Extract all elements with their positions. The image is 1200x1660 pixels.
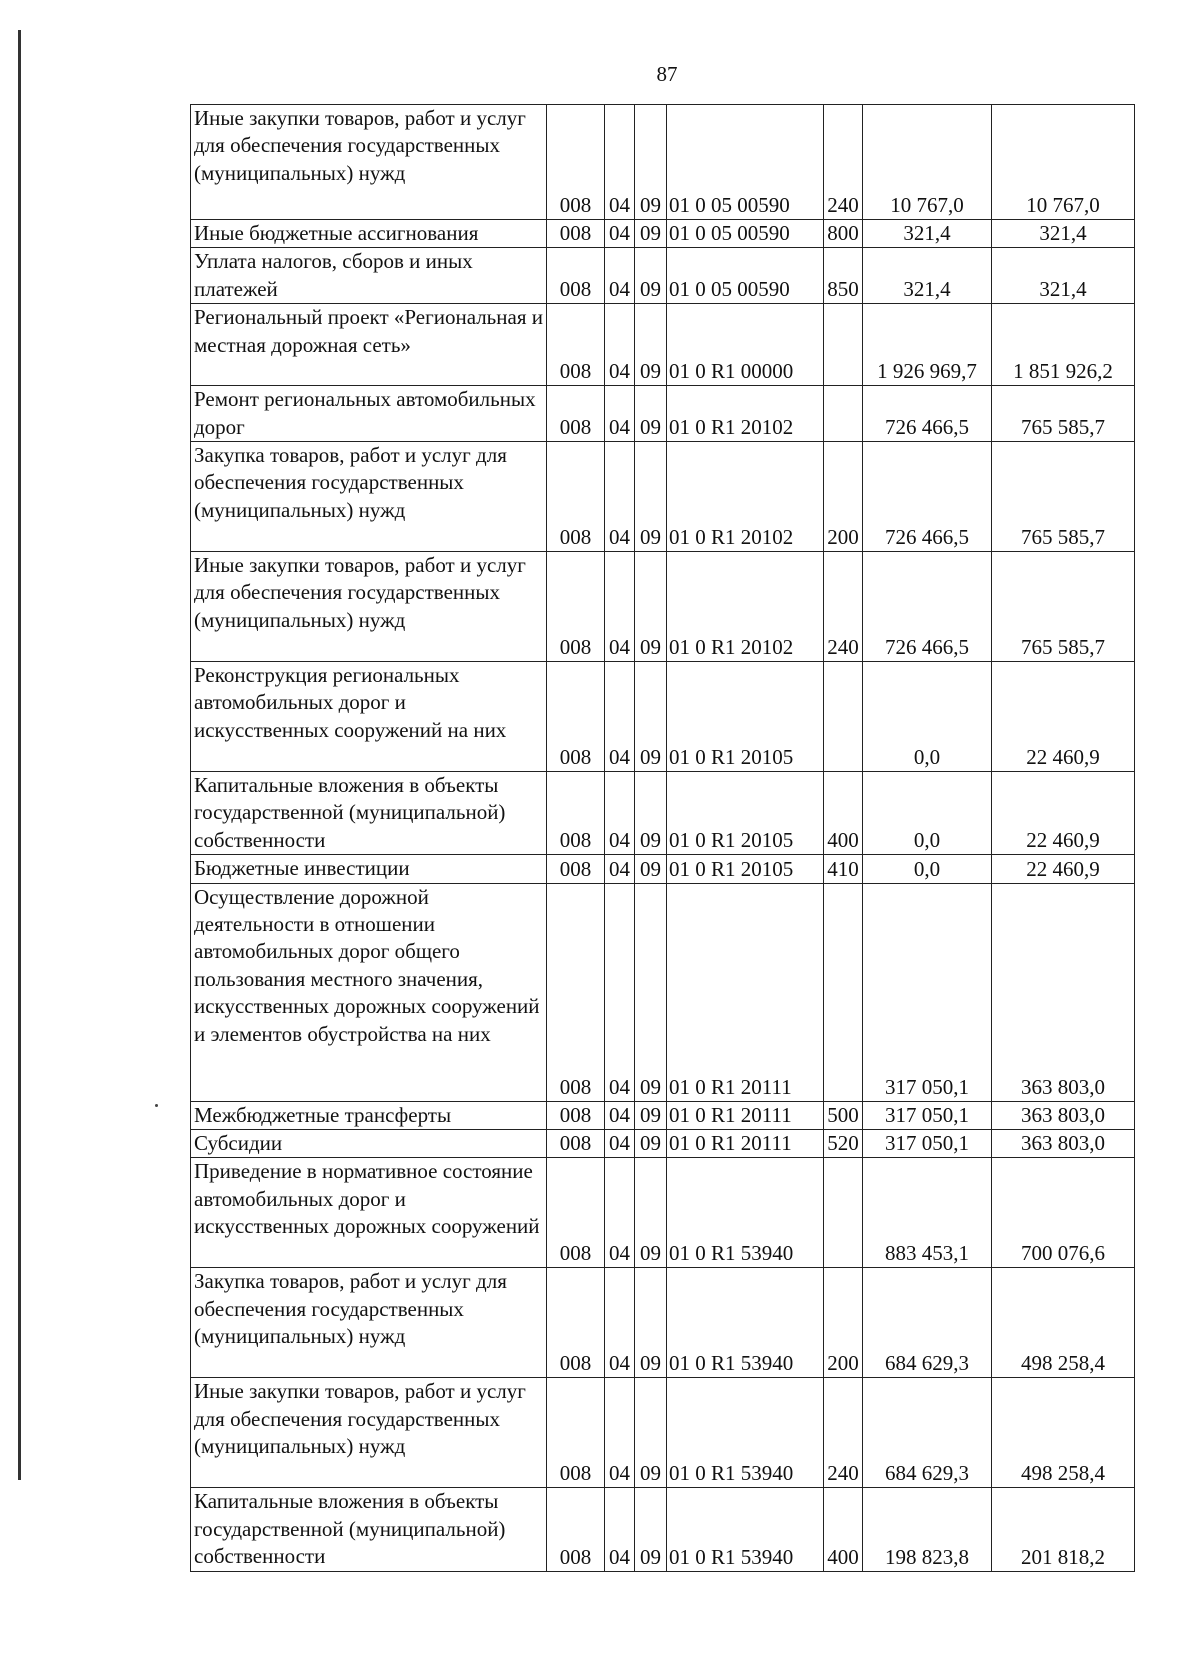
subsection-code: 09 xyxy=(635,855,667,883)
scan-margin-line xyxy=(18,30,21,1480)
budget-table xyxy=(190,104,1135,1572)
subsection-code: 09 xyxy=(635,662,667,772)
row-name: Иные закупки товаров, работ и услуг для обеспечения государственных (муниципальных) нужд xyxy=(191,105,547,220)
subsection-code: 09 xyxy=(635,105,667,220)
subsection-code: 09 xyxy=(635,1268,667,1378)
amount-year-1: 684 629,3 xyxy=(863,1378,992,1488)
subsection-code: 09 xyxy=(635,883,667,1101)
ved-code: 008 xyxy=(547,1130,605,1158)
subsection-code: 09 xyxy=(635,1130,667,1158)
expense-type-code: 400 xyxy=(824,772,863,855)
ved-code: 008 xyxy=(547,1268,605,1378)
target-article-code: 01 0 R1 20105 xyxy=(667,662,824,772)
amount-year-2: 22 460,9 xyxy=(992,662,1135,772)
table-row xyxy=(191,442,1135,552)
row-name: Региональный проект «Региональная и местная дорожная сеть» xyxy=(191,304,547,386)
section-code: 04 xyxy=(605,855,635,883)
section-code: 04 xyxy=(605,248,635,304)
amount-year-1: 684 629,3 xyxy=(863,1268,992,1378)
table-row xyxy=(191,855,1135,883)
row-name: Реконструкция региональных автомобильных дорог и искусственных сооружений на них xyxy=(191,662,547,772)
subsection-code: 09 xyxy=(635,304,667,386)
table-row xyxy=(191,304,1135,386)
target-article-code: 01 0 R1 20102 xyxy=(667,552,824,662)
amount-year-2: 765 585,7 xyxy=(992,386,1135,442)
ved-code: 008 xyxy=(547,220,605,248)
target-article-code: 01 0 R1 20102 xyxy=(667,442,824,552)
target-article-code: 01 0 R1 00000 xyxy=(667,304,824,386)
table-row xyxy=(191,772,1135,855)
amount-year-1: 321,4 xyxy=(863,248,992,304)
row-name: Иные бюджетные ассигнования xyxy=(191,220,547,248)
section-code: 04 xyxy=(605,1378,635,1488)
ved-code: 008 xyxy=(547,105,605,220)
amount-year-2: 363 803,0 xyxy=(992,1130,1135,1158)
amount-year-2: 498 258,4 xyxy=(992,1378,1135,1488)
section-code: 04 xyxy=(605,552,635,662)
table-row xyxy=(191,1158,1135,1268)
amount-year-2: 321,4 xyxy=(992,220,1135,248)
ved-code: 008 xyxy=(547,855,605,883)
target-article-code: 01 0 R1 20111 xyxy=(667,883,824,1101)
table-row xyxy=(191,1130,1135,1158)
table-row xyxy=(191,105,1135,220)
target-article-code: 01 0 R1 53940 xyxy=(667,1158,824,1268)
row-name: Иные закупки товаров, работ и услуг для обеспечения государственных (муниципальных) нужд xyxy=(191,1378,547,1488)
section-code: 04 xyxy=(605,386,635,442)
amount-year-2: 22 460,9 xyxy=(992,855,1135,883)
section-code: 04 xyxy=(605,1101,635,1129)
expense-type-code xyxy=(824,662,863,772)
section-code: 04 xyxy=(605,1130,635,1158)
table-row xyxy=(191,386,1135,442)
ved-code: 008 xyxy=(547,1101,605,1129)
amount-year-2: 22 460,9 xyxy=(992,772,1135,855)
target-article-code: 01 0 R1 20111 xyxy=(667,1101,824,1129)
target-article-code: 01 0 R1 20102 xyxy=(667,386,824,442)
target-article-code: 01 0 R1 53940 xyxy=(667,1268,824,1378)
subsection-code: 09 xyxy=(635,220,667,248)
amount-year-1: 726 466,5 xyxy=(863,442,992,552)
amount-year-1: 317 050,1 xyxy=(863,1130,992,1158)
section-code: 04 xyxy=(605,442,635,552)
section-code: 04 xyxy=(605,662,635,772)
ved-code: 008 xyxy=(547,1158,605,1268)
subsection-code: 09 xyxy=(635,1101,667,1129)
row-name: Бюджетные инвестиции xyxy=(191,855,547,883)
amount-year-2: 765 585,7 xyxy=(992,552,1135,662)
row-name: Приведение в нормативное состояние автомобильных дорог и искусственных дорожных сооружений xyxy=(191,1158,547,1268)
subsection-code: 09 xyxy=(635,1158,667,1268)
section-code: 04 xyxy=(605,220,635,248)
table-row xyxy=(191,220,1135,248)
row-name: Закупка товаров, работ и услуг для обеспечения государственных (муниципальных) нужд xyxy=(191,1268,547,1378)
row-name: Капитальные вложения в объекты государственной (муниципальной) собственности xyxy=(191,772,547,855)
expense-type-code: 800 xyxy=(824,220,863,248)
subsection-code: 09 xyxy=(635,552,667,662)
amount-year-1: 321,4 xyxy=(863,220,992,248)
ved-code: 008 xyxy=(547,386,605,442)
expense-type-code: 240 xyxy=(824,1378,863,1488)
scan-speck xyxy=(155,1104,158,1107)
amount-year-2: 321,4 xyxy=(992,248,1135,304)
page-number: 87 xyxy=(656,62,678,86)
table-row xyxy=(191,248,1135,304)
ved-code: 008 xyxy=(547,883,605,1101)
section-code: 04 xyxy=(605,883,635,1101)
row-name: Уплата налогов, сборов и иных платежей xyxy=(191,248,547,304)
section-code: 04 xyxy=(605,1488,635,1571)
table-row xyxy=(191,1378,1135,1488)
table-row xyxy=(191,552,1135,662)
expense-type-code: 520 xyxy=(824,1130,863,1158)
amount-year-1: 317 050,1 xyxy=(863,1101,992,1129)
ved-code: 008 xyxy=(547,662,605,772)
section-code: 04 xyxy=(605,772,635,855)
ved-code: 008 xyxy=(547,1488,605,1571)
table-row xyxy=(191,1268,1135,1378)
amount-year-1: 10 767,0 xyxy=(863,105,992,220)
subsection-code: 09 xyxy=(635,442,667,552)
table-row xyxy=(191,662,1135,772)
expense-type-code: 240 xyxy=(824,552,863,662)
amount-year-2: 363 803,0 xyxy=(992,883,1135,1101)
ved-code: 008 xyxy=(547,304,605,386)
subsection-code: 09 xyxy=(635,386,667,442)
target-article-code: 01 0 05 00590 xyxy=(667,220,824,248)
amount-year-2: 10 767,0 xyxy=(992,105,1135,220)
amount-year-1: 198 823,8 xyxy=(863,1488,992,1571)
expense-type-code: 410 xyxy=(824,855,863,883)
expense-type-code: 400 xyxy=(824,1488,863,1571)
expense-type-code: 240 xyxy=(824,105,863,220)
expense-type-code xyxy=(824,1158,863,1268)
expense-type-code: 500 xyxy=(824,1101,863,1129)
row-name: Капитальные вложения в объекты государственной (муниципальной) собственности xyxy=(191,1488,547,1571)
expense-type-code xyxy=(824,883,863,1101)
subsection-code: 09 xyxy=(635,248,667,304)
ved-code: 008 xyxy=(547,1378,605,1488)
amount-year-1: 0,0 xyxy=(863,855,992,883)
row-name: Межбюджетные трансферты xyxy=(191,1101,547,1129)
target-article-code: 01 0 R1 53940 xyxy=(667,1378,824,1488)
ved-code: 008 xyxy=(547,442,605,552)
section-code: 04 xyxy=(605,105,635,220)
amount-year-2: 765 585,7 xyxy=(992,442,1135,552)
row-name: Субсидии xyxy=(191,1130,547,1158)
section-code: 04 xyxy=(605,304,635,386)
amount-year-1: 726 466,5 xyxy=(863,552,992,662)
amount-year-1: 726 466,5 xyxy=(863,386,992,442)
table-row xyxy=(191,1101,1135,1129)
subsection-code: 09 xyxy=(635,1488,667,1571)
ved-code: 008 xyxy=(547,772,605,855)
table-row xyxy=(191,883,1135,1101)
row-name: Иные закупки товаров, работ и услуг для обеспечения государственных (муниципальных) нужд xyxy=(191,552,547,662)
target-article-code: 01 0 R1 20111 xyxy=(667,1130,824,1158)
expense-type-code xyxy=(824,304,863,386)
amount-year-2: 498 258,4 xyxy=(992,1268,1135,1378)
amount-year-2: 700 076,6 xyxy=(992,1158,1135,1268)
amount-year-1: 0,0 xyxy=(863,662,992,772)
ved-code: 008 xyxy=(547,552,605,662)
expense-type-code: 200 xyxy=(824,1268,863,1378)
amount-year-1: 883 453,1 xyxy=(863,1158,992,1268)
target-article-code: 01 0 R1 20105 xyxy=(667,772,824,855)
amount-year-2: 1 851 926,2 xyxy=(992,304,1135,386)
target-article-code: 01 0 05 00590 xyxy=(667,105,824,220)
row-name: Закупка товаров, работ и услуг для обеспечения государственных (муниципальных) нужд xyxy=(191,442,547,552)
expense-type-code xyxy=(824,386,863,442)
expense-type-code: 850 xyxy=(824,248,863,304)
subsection-code: 09 xyxy=(635,1378,667,1488)
target-article-code: 01 0 R1 20105 xyxy=(667,855,824,883)
subsection-code: 09 xyxy=(635,772,667,855)
amount-year-1: 1 926 969,7 xyxy=(863,304,992,386)
target-article-code: 01 0 05 00590 xyxy=(667,248,824,304)
amount-year-1: 317 050,1 xyxy=(863,883,992,1101)
amount-year-1: 0,0 xyxy=(863,772,992,855)
table-row xyxy=(191,1488,1135,1571)
section-code: 04 xyxy=(605,1158,635,1268)
amount-year-2: 201 818,2 xyxy=(992,1488,1135,1571)
ved-code: 008 xyxy=(547,248,605,304)
amount-year-2: 363 803,0 xyxy=(992,1101,1135,1129)
row-name: Ремонт региональных автомобильных дорог xyxy=(191,386,547,442)
row-name: Осуществление дорожной деятельности в отношении автомобильных дорог общего пользования местного значения, искусственных дорожных сооружений и элементов обустройства на них xyxy=(191,883,547,1101)
section-code: 04 xyxy=(605,1268,635,1378)
expense-type-code: 200 xyxy=(824,442,863,552)
target-article-code: 01 0 R1 53940 xyxy=(667,1488,824,1571)
